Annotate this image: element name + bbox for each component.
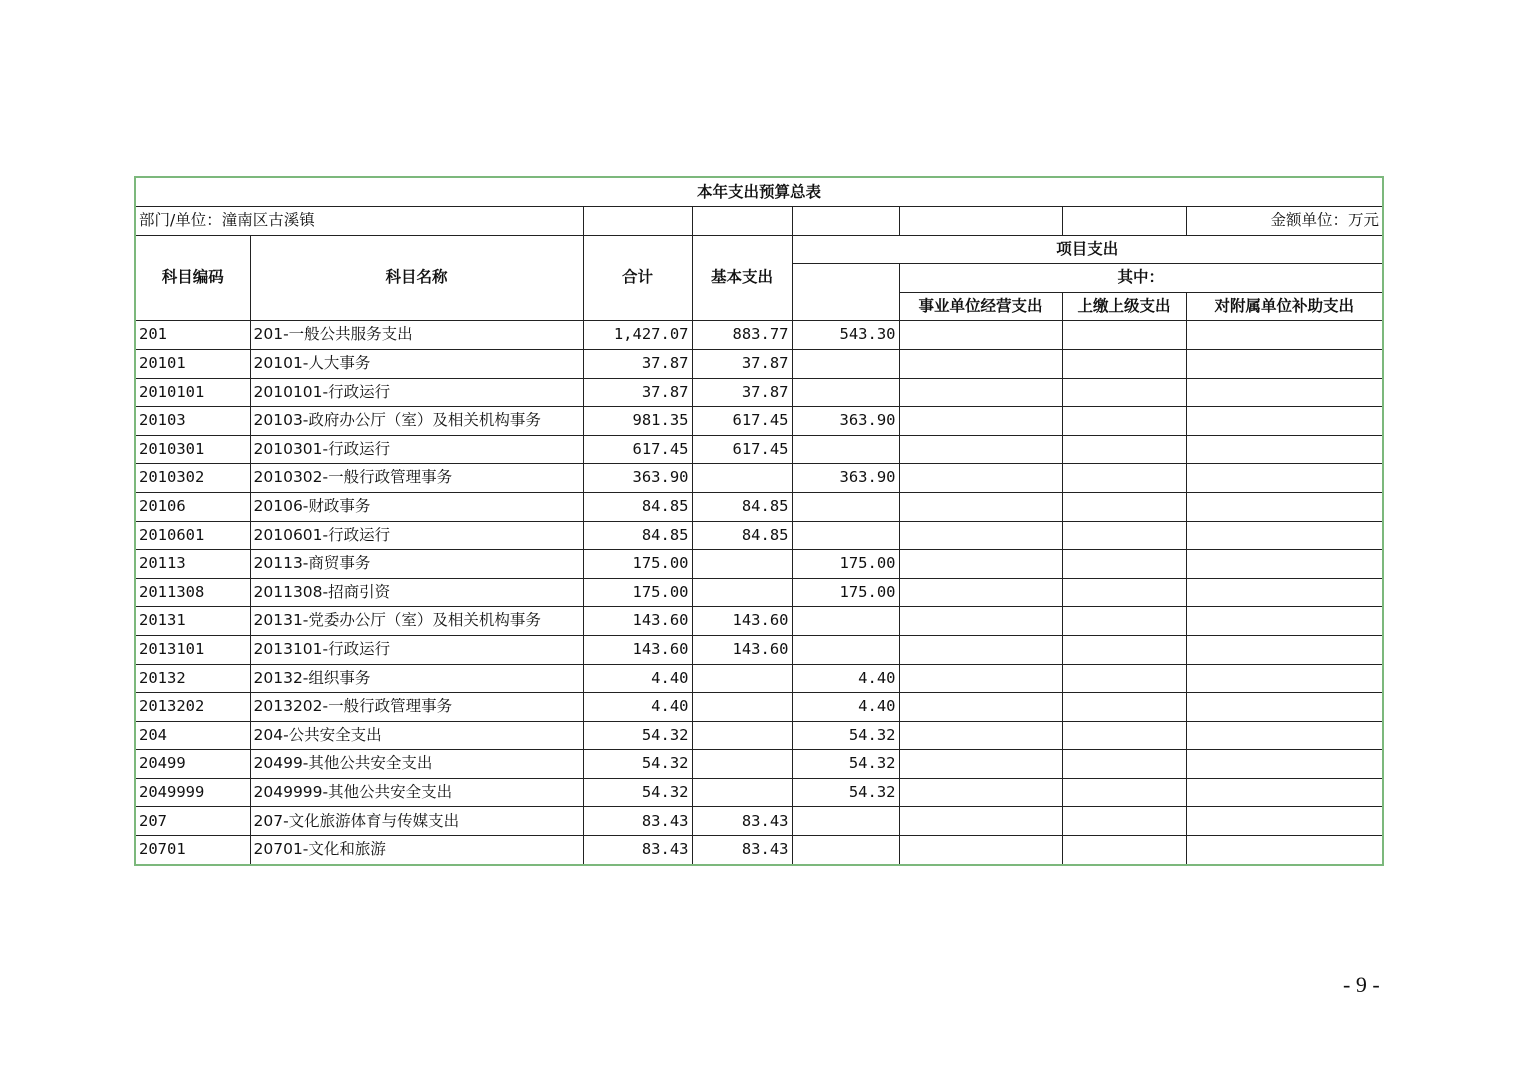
row-basic: [692, 693, 792, 722]
row-basic: [692, 750, 792, 779]
row-project: [792, 521, 899, 550]
row-total: 143.60: [583, 635, 692, 664]
row-total: 1,427.07: [583, 321, 692, 350]
row-total: 175.00: [583, 578, 692, 607]
row-sub3: [1186, 578, 1383, 607]
table-row: [135, 435, 1383, 464]
row-project: [792, 378, 899, 407]
row-project: [792, 349, 899, 378]
table-row: [135, 492, 1383, 521]
row-sub3: [1186, 550, 1383, 579]
row-code: 20701: [135, 836, 250, 865]
row-code: 20499: [135, 750, 250, 779]
row-project: 175.00: [792, 550, 899, 579]
row-total: 83.43: [583, 807, 692, 836]
table-row: [135, 321, 1383, 350]
row-name: 2011308-招商引资: [250, 578, 583, 607]
table-row: [135, 836, 1383, 865]
row-name: 2010101-行政运行: [250, 378, 583, 407]
row-sub1: [899, 435, 1062, 464]
row-project: 4.40: [792, 693, 899, 722]
row-basic: 617.45: [692, 435, 792, 464]
row-sub3: [1186, 321, 1383, 350]
table-row: [135, 550, 1383, 579]
table-row: [135, 521, 1383, 550]
row-sub1: [899, 378, 1062, 407]
row-sub2: [1062, 693, 1186, 722]
row-total: 617.45: [583, 435, 692, 464]
row-basic: 84.85: [692, 521, 792, 550]
table-row: [135, 807, 1383, 836]
row-project: 54.32: [792, 750, 899, 779]
row-name: 2013101-行政运行: [250, 635, 583, 664]
row-total: 175.00: [583, 550, 692, 579]
row-code: 20103: [135, 407, 250, 436]
row-sub3: [1186, 349, 1383, 378]
row-name: 2013202-一般行政管理事务: [250, 693, 583, 722]
header-project: 项目支出: [792, 235, 1383, 264]
row-sub3: [1186, 492, 1383, 521]
row-sub3: [1186, 807, 1383, 836]
row-code: 2010301: [135, 435, 250, 464]
row-sub1: [899, 693, 1062, 722]
row-sub3: [1186, 721, 1383, 750]
row-name: 204-公共安全支出: [250, 721, 583, 750]
row-project: [792, 435, 899, 464]
row-project: 363.90: [792, 464, 899, 493]
row-project: [792, 635, 899, 664]
row-sub1: [899, 521, 1062, 550]
row-project: [792, 836, 899, 865]
row-basic: 84.85: [692, 492, 792, 521]
row-total: 4.40: [583, 693, 692, 722]
row-basic: 83.43: [692, 836, 792, 865]
row-sub2: [1062, 550, 1186, 579]
table-row: [135, 750, 1383, 779]
row-basic: [692, 721, 792, 750]
row-sub3: [1186, 407, 1383, 436]
row-name: 20101-人大事务: [250, 349, 583, 378]
header-sub2: 上缴上级支出: [1062, 292, 1186, 321]
header-name: 科目名称: [250, 235, 583, 321]
row-code: 207: [135, 807, 250, 836]
row-code: 2010601: [135, 521, 250, 550]
header-total: 合计: [583, 235, 692, 321]
row-sub2: [1062, 349, 1186, 378]
row-code: 20106: [135, 492, 250, 521]
row-project: 54.32: [792, 721, 899, 750]
page-number: - 9 -: [1343, 972, 1380, 997]
row-sub2: [1062, 807, 1186, 836]
row-project: [792, 492, 899, 521]
row-project: [792, 807, 899, 836]
row-sub3: [1186, 693, 1383, 722]
row-sub3: [1186, 607, 1383, 636]
row-sub2: [1062, 635, 1186, 664]
row-sub2: [1062, 578, 1186, 607]
row-sub3: [1186, 664, 1383, 693]
table-title: 本年支出预算总表: [135, 177, 1383, 207]
row-name: 20701-文化和旅游: [250, 836, 583, 865]
row-sub1: [899, 836, 1062, 865]
row-basic: 143.60: [692, 607, 792, 636]
header-basic: 基本支出: [692, 235, 792, 321]
row-sub3: [1186, 378, 1383, 407]
row-code: 2010302: [135, 464, 250, 493]
row-sub2: [1062, 521, 1186, 550]
row-name: 20113-商贸事务: [250, 550, 583, 579]
row-code: 2013202: [135, 693, 250, 722]
row-total: 981.35: [583, 407, 692, 436]
row-code: 20113: [135, 550, 250, 579]
row-basic: 83.43: [692, 807, 792, 836]
row-sub2: [1062, 378, 1186, 407]
row-basic: 37.87: [692, 378, 792, 407]
table-row: [135, 407, 1383, 436]
header-of-which: 其中：: [899, 264, 1383, 293]
table-row: [135, 349, 1383, 378]
row-sub3: [1186, 836, 1383, 865]
row-total: 54.32: [583, 778, 692, 807]
row-sub1: [899, 464, 1062, 493]
row-code: 20131: [135, 607, 250, 636]
row-name: 2010302-一般行政管理事务: [250, 464, 583, 493]
table-row: [135, 721, 1383, 750]
row-sub1: [899, 492, 1062, 521]
row-sub2: [1062, 721, 1186, 750]
table-row: [135, 464, 1383, 493]
row-sub2: [1062, 836, 1186, 865]
row-sub2: [1062, 607, 1186, 636]
row-basic: 617.45: [692, 407, 792, 436]
row-sub2: [1062, 664, 1186, 693]
header-code: 科目编码: [135, 235, 250, 321]
row-sub2: [1062, 321, 1186, 350]
row-sub3: [1186, 464, 1383, 493]
row-code: 204: [135, 721, 250, 750]
header-sub1: 事业单位经营支出: [899, 292, 1062, 321]
row-project: 54.32: [792, 778, 899, 807]
row-code: 2011308: [135, 578, 250, 607]
table-row: [135, 635, 1383, 664]
row-sub2: [1062, 778, 1186, 807]
row-sub1: [899, 778, 1062, 807]
row-project: [792, 607, 899, 636]
row-sub1: [899, 807, 1062, 836]
table-row: [135, 578, 1383, 607]
row-total: 84.85: [583, 492, 692, 521]
row-sub1: [899, 750, 1062, 779]
row-name: 2010301-行政运行: [250, 435, 583, 464]
row-sub2: [1062, 492, 1186, 521]
table-row: [135, 664, 1383, 693]
budget-table: [134, 176, 1384, 866]
row-name: 2010601-行政运行: [250, 521, 583, 550]
row-basic: [692, 578, 792, 607]
row-total: 83.43: [583, 836, 692, 865]
row-basic: [692, 664, 792, 693]
row-name: 20499-其他公共安全支出: [250, 750, 583, 779]
row-code: 20132: [135, 664, 250, 693]
row-basic: [692, 464, 792, 493]
table-row: [135, 693, 1383, 722]
row-name: 20132-组织事务: [250, 664, 583, 693]
row-project: 543.30: [792, 321, 899, 350]
row-code: 20101: [135, 349, 250, 378]
row-name: 20131-党委办公厅（室）及相关机构事务: [250, 607, 583, 636]
table-row: [135, 778, 1383, 807]
row-sub1: [899, 321, 1062, 350]
row-total: 363.90: [583, 464, 692, 493]
row-sub1: [899, 550, 1062, 579]
row-total: 4.40: [583, 664, 692, 693]
row-sub1: [899, 349, 1062, 378]
row-sub2: [1062, 750, 1186, 779]
row-total: 84.85: [583, 521, 692, 550]
row-total: 54.32: [583, 750, 692, 779]
row-name: 207-文化旅游体育与传媒支出: [250, 807, 583, 836]
row-project: 4.40: [792, 664, 899, 693]
row-code: 2049999: [135, 778, 250, 807]
row-name: 201-一般公共服务支出: [250, 321, 583, 350]
row-code: 2010101: [135, 378, 250, 407]
table-row: [135, 607, 1383, 636]
row-sub1: [899, 721, 1062, 750]
row-basic: [692, 550, 792, 579]
row-total: 54.32: [583, 721, 692, 750]
row-code: 2013101: [135, 635, 250, 664]
row-sub3: [1186, 521, 1383, 550]
row-project: 175.00: [792, 578, 899, 607]
row-sub3: [1186, 750, 1383, 779]
unit-label: 部门/单位：潼南区古溪镇: [135, 207, 583, 236]
row-sub3: [1186, 778, 1383, 807]
row-sub2: [1062, 464, 1186, 493]
row-total: 37.87: [583, 349, 692, 378]
row-basic: 37.87: [692, 349, 792, 378]
table-row: [135, 378, 1383, 407]
row-basic: 883.77: [692, 321, 792, 350]
row-sub1: [899, 607, 1062, 636]
header-sub3: 对附属单位补助支出: [1186, 292, 1383, 321]
amount-unit: 金额单位：万元: [1186, 207, 1383, 236]
row-sub1: [899, 664, 1062, 693]
row-sub3: [1186, 635, 1383, 664]
row-sub1: [899, 407, 1062, 436]
row-name: 20103-政府办公厅（室）及相关机构事务: [250, 407, 583, 436]
row-name: 2049999-其他公共安全支出: [250, 778, 583, 807]
row-total: 143.60: [583, 607, 692, 636]
row-sub2: [1062, 435, 1186, 464]
row-basic: 143.60: [692, 635, 792, 664]
row-project: 363.90: [792, 407, 899, 436]
row-code: 201: [135, 321, 250, 350]
row-sub2: [1062, 407, 1186, 436]
row-sub3: [1186, 435, 1383, 464]
row-name: 20106-财政事务: [250, 492, 583, 521]
row-basic: [692, 778, 792, 807]
row-total: 37.87: [583, 378, 692, 407]
row-sub1: [899, 635, 1062, 664]
row-sub1: [899, 578, 1062, 607]
